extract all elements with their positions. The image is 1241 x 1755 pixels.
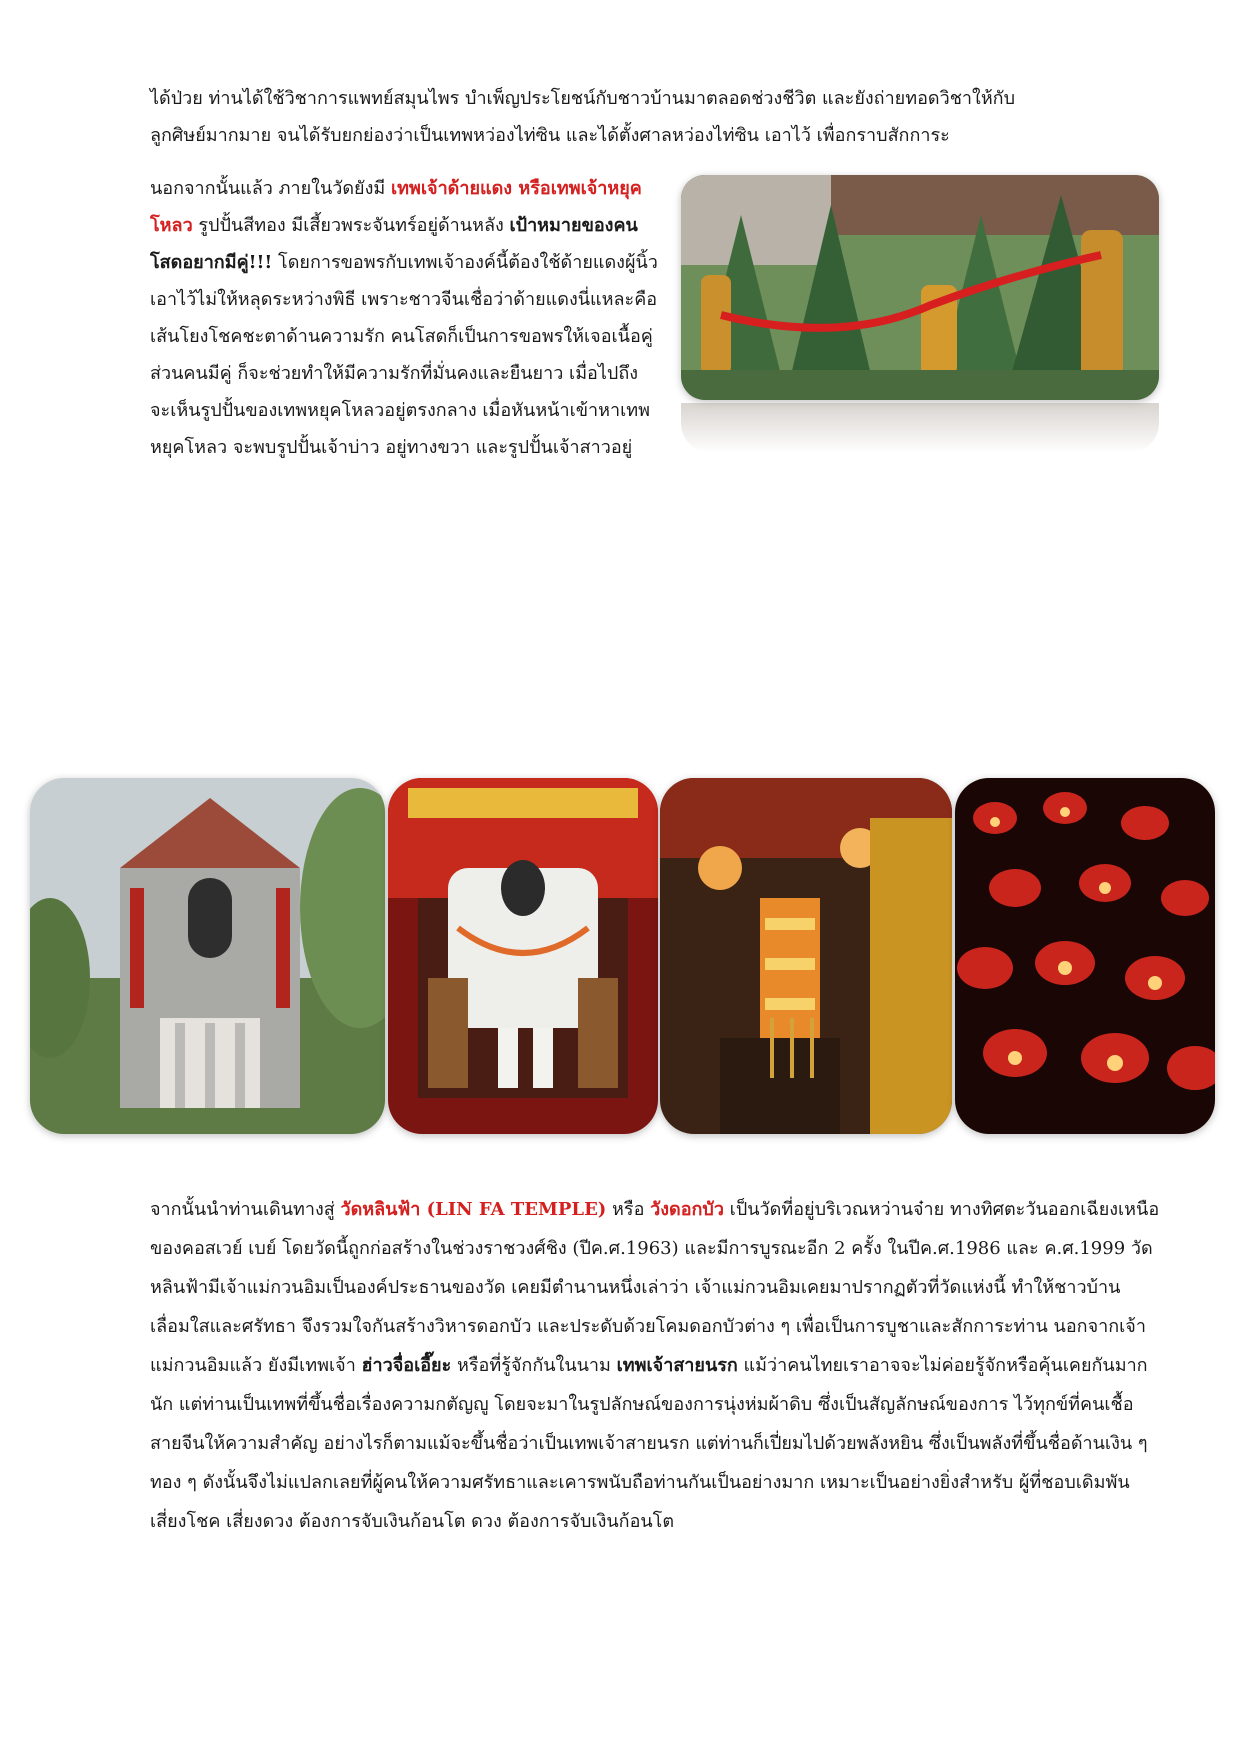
god-after-name: รูปปั้นสีทอง มีเสี้ยวพระจันทร์อยู่ด้านหลัง xyxy=(192,215,510,236)
god-lead-text: นอกจากนั้นแล้ว ภายในวัดยังมี xyxy=(150,178,391,199)
lin-fa-temple-building-photo xyxy=(30,778,385,1134)
god-hao-name: ฮ่าวจื่อเอี๊ยะ xyxy=(361,1355,452,1376)
lin-fa-body-1: เป็นวัดที่อยู่บริเวณหว่านจ๋าย ทางทิศตะวันออกเฉียงเหนือของคอสเวย์ เบย์ โดยวัดนี้ถูกก่อสร้างในช่วงราชวงศ์ชิง (ปีค.ศ.1963) และมีการบูรณะอีก 2 ครั้ง ในปีค.ศ.1986 และ ค.ศ.1999 วัดหลินฟ้ามีเจ้าแม่กวนอิมเป็นองค์ประธานของวัด เคยมีตำนานหนึ่งเล่าว่า เจ้าแม่กวนอิมเคยมาปรากฏตัวที่วัดแห่งนี้ ทำให้ชาวบ้านเลื่อมใสและศรัทธา จึงรวมใจกันสร้างวิหารดอกบัว และประดับด้วยโคมดอกบัวต่าง ๆ เพื่อเป็นการบูชาและสักการะท่าน นอกจากเจ้าแม่กวนอิมแล้ว ยังมีเทพเจ้า xyxy=(150,1199,1160,1376)
target-highlight: เป้าหมายของคนโสดอยากมีคู่!!! xyxy=(150,215,638,273)
intro-line-2: ลูกศิษย์มากมาย จนได้รับยกย่องว่าเป็นเทพหว่องไท่ซิน และได้ตั้งศาลหว่องไท่ซิน เอาไว้ เพื่อกราบสักการะ xyxy=(150,125,950,146)
lin-fa-paragraph xyxy=(150,1190,1162,1541)
intro-line-1: ได้ป่วย ท่านได้ใช้วิชาการแพทย์สมุนไพร บำเพ็ญประโยชน์กับชาวบ้านมาตลอดช่วงชีวิต และยังถ่ายทอดวิชาให้กับ xyxy=(150,88,1016,109)
god-rest-text: โดยการขอพรกับเทพเจ้าองค์นี้ต้องใช้ด้ายแดงผู้นิ้วเอาไว้ไม่ให้หลุดระหว่างพิธี เพราะชาวจีนเชื่อว่าด้ายแดงนี่แหละคือ เส้นโยงโชคชะตาด้านความรัก คนโสดก็เป็นการขอพรให้เจอเนื้อคู่ ส่วนคนมีคู่ ก็จะช่วยทำให้มีความรักที่มั่นคงและยืนยาว เมื่อไปถึงจะเห็นรูปปั้นของเทพหยุคโหลวอยู่ตรงกลาง เมื่อหันหน้าเข้าหาเทพหยุคโหลว จะพบรูปปั้นเจ้าบ่าว อยู่ทางขวา และรูปปั้นเจ้าสาวอยู่ xyxy=(150,252,658,458)
guanyin-statue-photo xyxy=(388,778,658,1134)
lotus-palace-name: วังดอกบัว xyxy=(650,1199,724,1220)
lin-fa-lead: จากนั้นนำท่านเดินทางสู่ xyxy=(150,1199,341,1220)
lin-fa-temple-name: วัดหลินฟ้า (LIN FA TEMPLE) xyxy=(340,1199,607,1220)
god-paragraph xyxy=(150,170,658,460)
lotus-lanterns-photo xyxy=(955,778,1215,1134)
red-thread-god-photo xyxy=(681,175,1159,400)
intro-paragraph xyxy=(150,80,1160,154)
lin-fa-body-3: แม้ว่าคนไทยเราอาจจะไม่ค่อยรู้จักหรือคุ้นเคยกันมากนัก แต่ท่านเป็นเทพที่ขึ้นชื่อเรื่องความกตัญญู โดยจะมาในรูปลักษณ์ของการนุ่งห่มผ้าดิบ ซึ่งเป็นสัญลักษณ์ของการ ไว้ทุกข์ที่คนเชื้อสายจีนให้ความสำคัญ อย่างไรก็ตามแม้จะขึ้นชื่อว่าเป็นเทพเจ้าสายนรก แต่ท่านก็เปี่ยมไปด้วยพลังหยิน ซึ่งเป็นพลังที่ขึ้นชื่อด้านเงิน ๆ ทอง ๆ ดังนั้นจึงไม่แปลกเลยที่ผู้คนให้ความศรัทธาและเคารพนับถือท่านกันเป็นอย่างมาก เหมาะเป็นอย่างยิ่งสำหรับ ผู้ที่ชอบเดิมพัน เสี่ยงโชค เสี่ยงดวง ต้องการจับเงินก้อนโต ดวง ต้องการจับเงินก้อนโต xyxy=(150,1355,1148,1532)
lin-fa-body-2: หรือที่รู้จักกันในนาม xyxy=(451,1355,617,1376)
photo-reflection xyxy=(681,403,1159,453)
incense-altar-photo xyxy=(660,778,952,1134)
god-name: เทพเจ้าด้ายแดง หรือเทพเจ้าหยุคโหลว xyxy=(150,178,642,236)
lin-fa-or: หรือ xyxy=(606,1199,651,1220)
hell-god-name: เทพเจ้าสายนรก xyxy=(616,1355,738,1376)
god-paragraph-continued xyxy=(150,466,1160,742)
